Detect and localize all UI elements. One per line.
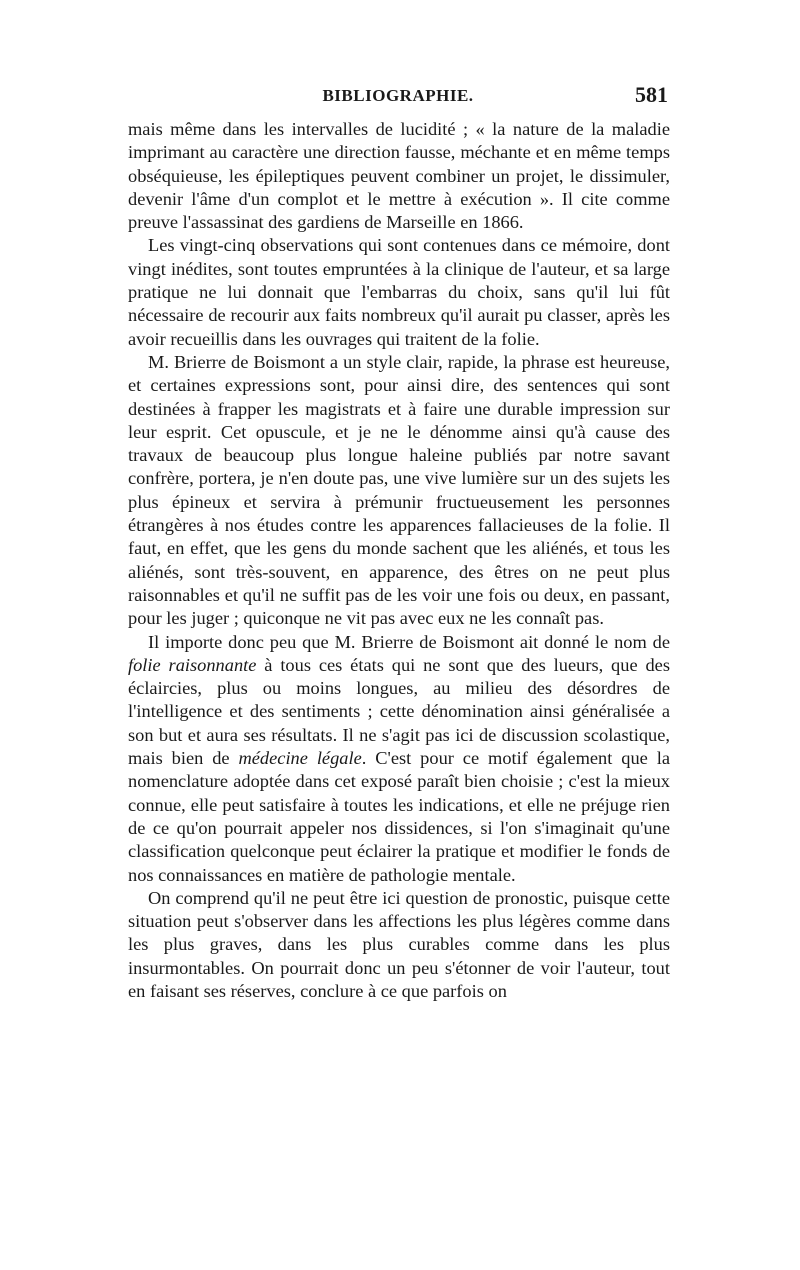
running-head [128, 82, 668, 116]
paragraph [128, 887, 670, 1003]
paragraph [128, 234, 670, 350]
page-number: 581 [635, 82, 668, 107]
text-run: Les vingt-cinq observations qui sont contenues dans ce mémoire, dont vingt inédites, sont toutes empruntées à la clinique de l'auteur, et sa large pratique ne lui donnait que l'embarras du choix, sans qu'il lui fût nécessaire de recourir aux faits nombreux qu'il aurait pu classer, après les avoir recueillis dans les ouvrages qui traitent de la folie. [128, 235, 670, 349]
text-run: Il importe donc peu que M. Brierre de Boismont ait donné le nom de [148, 631, 670, 652]
running-head-title: BIBLIOGRAPHIE. [322, 86, 474, 105]
paragraph [128, 351, 670, 631]
text-run: mais même dans les intervalles de lucidité ; « la nature de la maladie imprimant au caractère une direction fausse, méchante et en même temps obséquieuse, les épileptiques peuvent combiner un projet, le dissimuler, devenir l'âme d'un complot et le mettre à exécution ». Il cite comme preuve l'assassinat des gardiens de Marseille en 1866. [128, 119, 670, 233]
paragraph [128, 118, 670, 234]
italic-term: folie raisonnante [128, 654, 257, 675]
body-text [128, 118, 670, 1003]
italic-term: médecine légale [238, 748, 362, 769]
paragraph [128, 631, 670, 887]
text-run: . C'est pour ce motif également que la nomenclature adoptée dans cet exposé paraît bien choisie ; c'est la mieux connue, elle peut satisfaire à toutes les indications, et elle ne préjuge rien de ce qu'on pourrait appeler nos dissidences, si l'on s'imaginait qu'une classification quelconque peut éclairer la pratique et modifier le fonds de nos connaissances en matière de pathologie mentale. [128, 748, 670, 885]
text-run: On comprend qu'il ne peut être ici question de pronostic, puisque cette situation peut s'observer dans les affections les plus légères comme dans les plus graves, dans les plus curables comme dans les plus insurmontables. On pourrait donc un peu s'étonner de voir l'auteur, tout en faisant ses réserves, conclure à ce que parfois on [128, 887, 670, 1001]
text-run: à tous ces états qui ne sont que des lueurs, que des éclaircies, plus ou moins longues, au milieu des désordres de l'intelligence et des sentiments ; cette dénomination ainsi généralisée a son but et aura ses résultats. Il ne s'agit pas ici de discussion scolastique, mais bien de [128, 654, 670, 769]
text-run: M. Brierre de Boismont a un style clair, rapide, la phrase est heureuse, et certaines expressions sont, pour ainsi dire, des sentences qui sont destinées à frapper les magistrats et à faire une durable impression sur leur esprit. Cet opuscule, et je ne le dénomme ainsi qu'à cause des travaux de beaucoup plus longue haleine publiés par notre savant confrère, portera, je n'en doute pas, une vive lumière sur un des sujets les plus épineux et servira à prémunir fructueusement les personnes étrangères à nos études contre les apparences fallacieuses de la folie. Il faut, en effet, que les gens du monde sachent que les aliénés, et tous les aliénés, sont très-souvent, en apparence, des êtres on ne peut plus raisonnables et qu'il ne suffit pas de les voir une fois ou deux, en passant, pour les juger ; quiconque ne vit pas avec eux ne les connaît pas. [128, 351, 670, 629]
